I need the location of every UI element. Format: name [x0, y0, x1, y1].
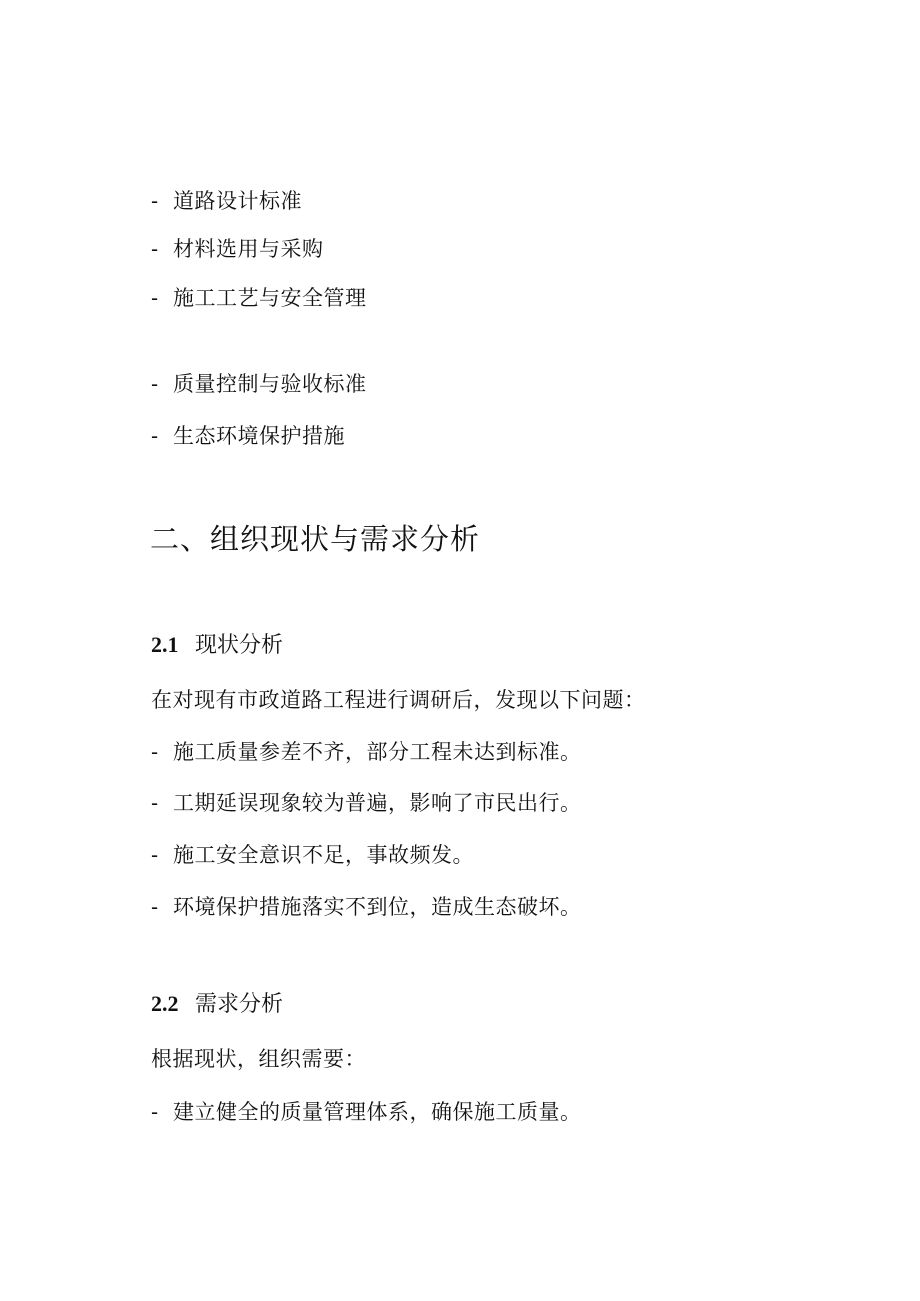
list-item-text: 道路设计标准 [173, 189, 302, 213]
list-dash: - [151, 740, 159, 764]
list-item [151, 187, 302, 215]
list-item-text: 质量控制与验收标准 [173, 372, 367, 396]
list-item [151, 1098, 582, 1126]
list-item-text: 材料选用与采购 [173, 237, 324, 261]
list-dash: - [151, 189, 159, 213]
list-item [151, 841, 474, 869]
list-dash: - [151, 286, 159, 310]
paragraph-intro: 在对现有市政道路工程进行调研后，发现以下问题： [151, 688, 646, 712]
subsection-heading-2-1 [151, 630, 283, 661]
list-item-text: 施工安全意识不足，事故频发。 [173, 843, 474, 867]
list-dash: - [151, 791, 159, 815]
list-item [151, 422, 345, 450]
list-item [151, 235, 324, 263]
list-item-text: 建立健全的质量管理体系，确保施工质量。 [173, 1100, 582, 1124]
list-item [151, 738, 582, 766]
list-item-text: 生态环境保护措施 [173, 424, 345, 448]
subsection-number: 2.1 [151, 632, 179, 657]
list-dash: - [151, 895, 159, 919]
list-item [151, 893, 582, 921]
list-dash: - [151, 843, 159, 867]
list-dash: - [151, 372, 159, 396]
list-item-text: 施工工艺与安全管理 [173, 286, 367, 310]
paragraph-intro: 根据现状，组织需要： [151, 1047, 366, 1071]
subsection-heading-2-2 [151, 989, 283, 1020]
list-item [151, 284, 367, 312]
subsection-number: 2.2 [151, 991, 179, 1016]
list-item [151, 789, 582, 817]
list-item-text: 施工质量参差不齐，部分工程未达到标准。 [173, 740, 582, 764]
list-item-text: 环境保护措施落实不到位，造成生态破坏。 [173, 895, 582, 919]
list-item-text: 工期延误现象较为普遍，影响了市民出行。 [173, 791, 582, 815]
subsection-title: 现状分析 [195, 633, 284, 658]
list-item [151, 370, 367, 398]
section-heading: 二、组织现状与需求分析 [150, 522, 481, 556]
list-dash: - [151, 237, 159, 261]
list-dash: - [151, 1100, 159, 1124]
list-dash: - [151, 424, 159, 448]
subsection-title: 需求分析 [195, 992, 284, 1017]
